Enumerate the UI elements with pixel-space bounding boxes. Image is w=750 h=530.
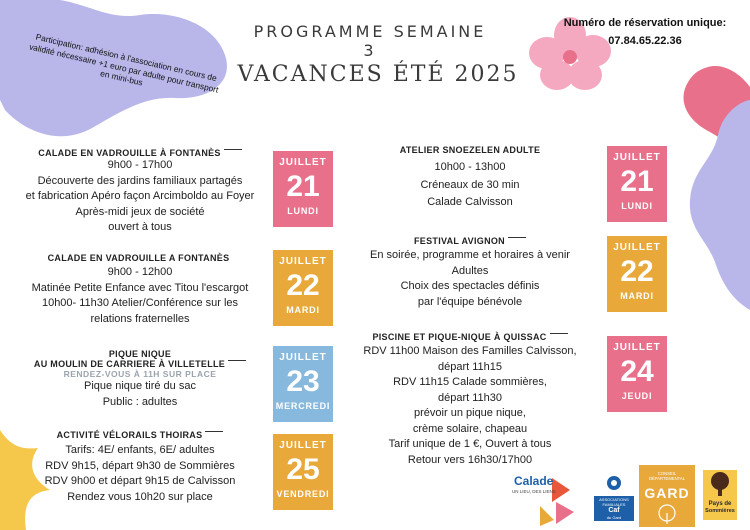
event-line: 9h00 - 12h00 bbox=[107, 266, 173, 278]
date-month: JUILLET bbox=[279, 256, 327, 267]
date-day: 24 bbox=[620, 355, 654, 388]
date-month: JUILLET bbox=[279, 440, 327, 451]
calade-mark-icon bbox=[510, 460, 585, 528]
date-day: 21 bbox=[286, 170, 320, 203]
sommieres-logo bbox=[703, 470, 737, 520]
event-title: PISCINE ET PIQUE-NIQUE À QUISSAC bbox=[340, 332, 600, 342]
event-right-2 bbox=[350, 236, 590, 310]
sommieres-line2: Sommières bbox=[705, 508, 735, 514]
event-line: RDV 11h15 Calade sommières, bbox=[393, 376, 547, 388]
caf-line3: Caf bbox=[608, 507, 620, 514]
event-line: Calade Calvisson bbox=[427, 196, 513, 208]
event-left-3 bbox=[10, 349, 270, 410]
event-title: ACTIVITÉ VÉLORAILS THOIRAS bbox=[10, 430, 270, 440]
participation-note: Participation: adhésion à l'association en cours de validité nécessaire +1 euro par adulte pour transport en mini-bus bbox=[28, 31, 220, 95]
event-subtitle: AU MOULIN DE CARRIERE À VILLETELLE bbox=[10, 359, 270, 369]
date-box-left-23 bbox=[273, 346, 333, 422]
event-line: par l'équipe bénévole bbox=[417, 295, 523, 308]
date-box-left-25 bbox=[273, 434, 333, 510]
gard-top: CONSEIL DÉPARTEMENTAL bbox=[648, 471, 686, 481]
reservation-block bbox=[560, 14, 730, 50]
event-title: PIQUE NIQUE bbox=[108, 349, 172, 359]
event-line: En soirée, programme et horaires à venir bbox=[370, 249, 570, 261]
date-weekday: MARDI bbox=[620, 291, 654, 301]
event-line: Matinée Petite Enfance avec Titou l'escargot bbox=[31, 281, 249, 294]
date-month: JUILLET bbox=[613, 342, 661, 353]
date-box-left-21 bbox=[273, 151, 333, 227]
event-line: RDV 11h00 Maison des Familles Calvisson, bbox=[363, 345, 577, 357]
gard-logo bbox=[639, 465, 695, 527]
event-title: FESTIVAL AVIGNON bbox=[350, 236, 590, 246]
event-left-4 bbox=[10, 430, 270, 505]
event-line: Adultes bbox=[451, 264, 489, 277]
date-box-left-22 bbox=[273, 250, 333, 326]
event-line: Après-midi jeux de société bbox=[75, 205, 205, 218]
date-weekday: MERCREDI bbox=[275, 401, 331, 411]
date-month: JUILLET bbox=[279, 157, 327, 168]
event-left-1 bbox=[10, 148, 270, 236]
event-line: Rendez vous 10h20 sur place bbox=[67, 490, 213, 503]
date-weekday: JEUDI bbox=[621, 391, 653, 401]
gard-tree-icon bbox=[652, 503, 682, 525]
event-title: ATELIER SNOEZELEN ADULTE bbox=[399, 145, 541, 155]
event-right-3 bbox=[340, 332, 600, 468]
date-day: 25 bbox=[286, 453, 320, 486]
event-line: départ 11h15 bbox=[437, 360, 503, 373]
event-right-1 bbox=[350, 145, 590, 211]
date-day: 22 bbox=[620, 255, 654, 288]
date-box-right-22 bbox=[607, 236, 667, 312]
date-box-right-21 bbox=[607, 146, 667, 222]
reservation-label: Numéro de réservation unique: bbox=[563, 17, 727, 29]
calade-logo bbox=[510, 460, 585, 528]
date-month: JUILLET bbox=[279, 352, 327, 363]
caf-logo bbox=[594, 474, 634, 524]
event-line: Tarif unique de 1 €, Ouvert à tous bbox=[388, 438, 552, 450]
event-line: Créneaux de 30 min bbox=[420, 178, 520, 191]
date-month: JUILLET bbox=[613, 152, 661, 163]
date-day: 23 bbox=[286, 365, 320, 398]
event-line: Choix des spectacles définis bbox=[400, 280, 540, 292]
event-line: Public : adultes bbox=[102, 395, 178, 408]
sommieres-line1: Pays de bbox=[708, 501, 732, 507]
event-line: et fabrication Apéro façon Arcimboldo au Foyer bbox=[25, 190, 255, 202]
event-line: RDV 9h15, départ 9h30 de Sommières bbox=[45, 459, 235, 472]
date-box-right-24 bbox=[607, 336, 667, 412]
event-line: RDV 9h00 et départ 9h15 de Calvisson bbox=[44, 475, 236, 487]
event-line: crème solaire, chapeau bbox=[412, 422, 528, 435]
event-line: prévoir un pique nique, bbox=[414, 407, 526, 419]
gard-name: GARD bbox=[644, 485, 690, 501]
event-title: CALADE EN VADROUILLE A FONTANÈS bbox=[47, 253, 230, 263]
event-line: départ 11h30 bbox=[437, 391, 503, 404]
caf-line2: FAMILIALES bbox=[602, 502, 626, 507]
caf-line4: du Gard bbox=[606, 515, 622, 520]
event-line: 9h00 - 17h00 bbox=[107, 159, 173, 171]
page-title: VACANCES ÉTÉ 2025 bbox=[237, 62, 519, 87]
caf-mark-icon bbox=[594, 474, 634, 492]
sommieres-tree-icon bbox=[705, 470, 735, 496]
date-weekday: MARDI bbox=[286, 305, 320, 315]
date-month: JUILLET bbox=[613, 242, 661, 253]
event-line: Pique nique tiré du sac bbox=[84, 380, 196, 392]
date-weekday: LUNDI bbox=[621, 201, 653, 211]
event-line: 10h00 - 13h00 bbox=[434, 161, 506, 173]
event-line: ouvert à tous bbox=[108, 221, 172, 233]
programme-heading: PROGRAMME SEMAINE 3 bbox=[253, 22, 487, 60]
caf-line1: ASSOCIATIONS bbox=[599, 497, 629, 502]
date-day: 21 bbox=[620, 165, 654, 198]
event-note: RENDEZ-VOUS À 11H SUR PLACE bbox=[63, 369, 217, 379]
event-line: 10h00- 11h30 Atelier/Conférence sur les bbox=[41, 297, 239, 309]
lavender-blob-right bbox=[668, 100, 750, 310]
reservation-phone[interactable]: 07.84.65.22.36 bbox=[608, 35, 682, 47]
date-weekday: VENDREDI bbox=[276, 489, 330, 499]
date-weekday: LUNDI bbox=[287, 206, 319, 216]
event-line: Découverte des jardins familiaux partagés bbox=[37, 174, 243, 187]
event-left-2 bbox=[10, 253, 270, 327]
event-line: Tarifs: 4E/ enfants, 6E/ adultes bbox=[65, 444, 215, 456]
event-line: Retour vers 16h30/17h00 bbox=[407, 453, 533, 466]
date-day: 22 bbox=[286, 269, 320, 302]
calade-name: Calade bbox=[514, 474, 554, 488]
event-title: CALADE EN VADROUILLE À FONTANÈS bbox=[10, 148, 270, 158]
calade-tagline: UN LIEU, DES LIENS bbox=[512, 489, 556, 494]
event-line: relations fraternelles bbox=[90, 312, 190, 325]
